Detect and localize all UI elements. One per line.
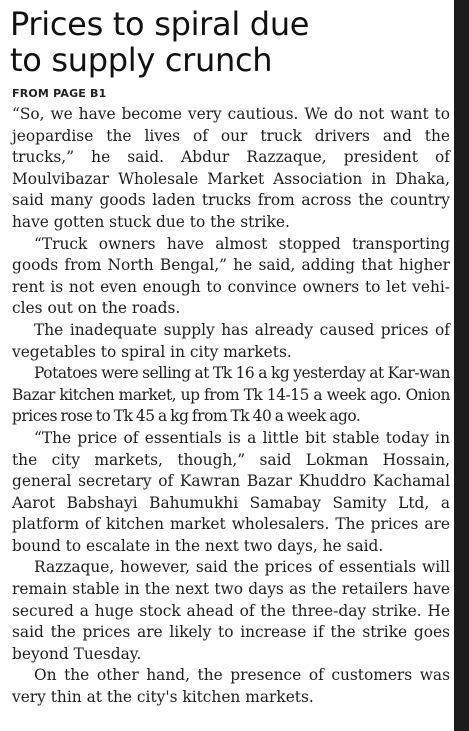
paragraph-3: The inadequate supply has already caused prices of vegetables to spiral in city markets.	[12, 320, 450, 361]
continued-from-label: FROM PAGE B1	[12, 87, 107, 100]
paragraph-6: Razzaque, however, said the prices of essentials will remain stable in the next two days as the retailers have secured a huge stock ahead of the three-day strike. He said the prices are likely to increase if the strike goes beyond Tuesday.	[12, 558, 450, 663]
paragraph-5: “The price of essentials is a little bit stable today in the city markets, though,” said Lokman Hossain, general secretary of Kawran Bazar Khuddro Kachamal Aarot Babshayi Bahumukhi Samabay Samity Ltd, a platform of kitchen market wholesalers. The prices are bound to escalate in the next two days, he said.	[12, 428, 450, 555]
paragraph-4: Potatoes were selling at Tk 16 a kg yesterday at Kar-wan Bazar kitchen market, up from Tk 14-15 a week ago. Onion prices rose to Tk 45 a kg from Tk 40 a week ago.	[12, 364, 450, 426]
page-edge-border	[454, 0, 469, 731]
paragraph-2: “Truck owners have almost stopped transporting goods from North Bengal,” he said, adding that higher rent is not even enough to convince owners to let vehicles out on the roads.	[12, 234, 450, 318]
headline	[10, 6, 450, 78]
article-body	[12, 104, 450, 709]
paragraph-7: On the other hand, the presence of customers was very thin at the city's kitchen markets.	[12, 666, 450, 707]
headline-line-1: Prices to spiral due	[10, 5, 310, 43]
paragraph-1: “So, we have become very cautious. We do not want to jeopardise the lives of our truck drivers and the trucks,” he said. Abdur Razzaque, president of Moulvibazar Wholesale Market Association in Dhaka, said many goods laden trucks from across the country have gotten stuck due to the strike.	[12, 105, 450, 231]
headline-line-2: to supply crunch	[10, 41, 273, 79]
